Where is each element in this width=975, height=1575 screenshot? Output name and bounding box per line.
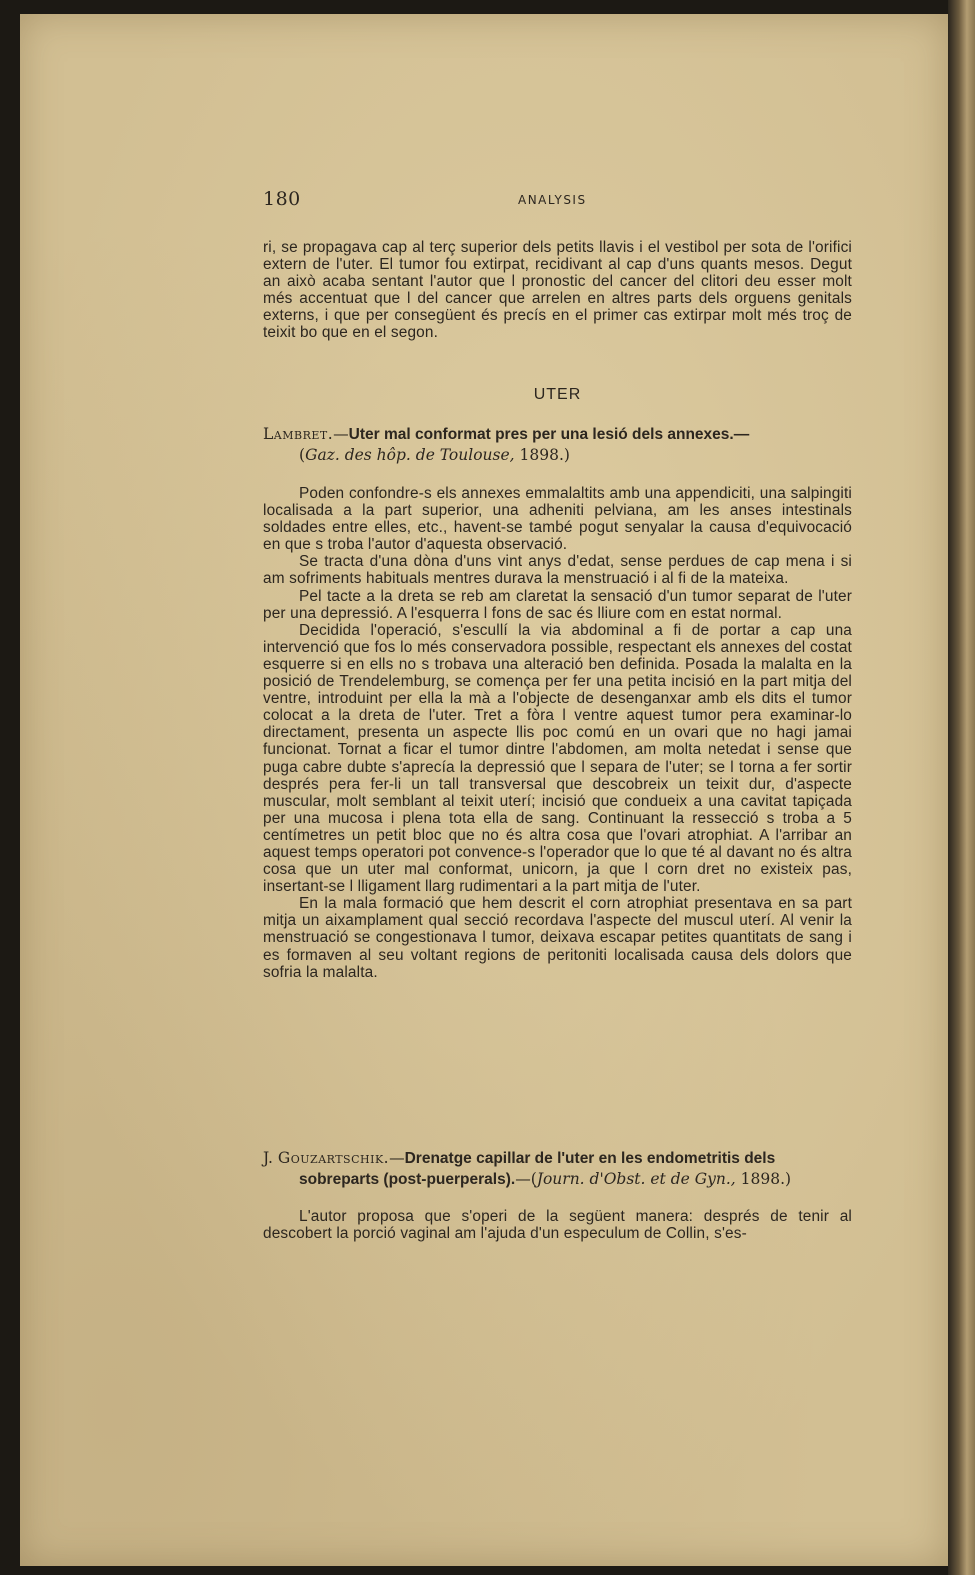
entry-author: Gouzartschik. bbox=[277, 1149, 390, 1167]
entry-heading bbox=[263, 424, 852, 465]
intro-block bbox=[263, 239, 852, 342]
entry-author: Lambret. bbox=[263, 425, 334, 443]
entry-source: Journ. d'Obst. et de Gyn., bbox=[536, 1170, 736, 1188]
entry-title: Uter mal conformat pres per una lesió dels annexes.— bbox=[348, 426, 750, 443]
intro-paragraph: ri, se propagava cap al terç superior dels petits llavis i el vestibol per sota de l'orifici extern de l'uter. El tumor fou extirpat, recidivant al cap d'uns quants mesos. Degut an això acaba sentant l'autor que l pronostic del cancer del clitori deu esser molt més accentuat que l del cancer que arrelen en altres parts dels orguens genitals externs, i que per consegüent és precís en el primer cas extirpar molt més troç de teixit bo que en el segon. bbox=[263, 239, 852, 342]
page-header bbox=[263, 188, 852, 212]
paragraph: En la mala formació que hem descrit el corn atrophiat presentava en sa part mitja un aixamplament qual secció recordava l'aspecte del muscul uterí. Al venir la menstruació se congestionava l tumor, deixava escapar petites quantitats de sang i es formaven al seu voltant regions de peritoniti localisada causa dels dolors que sofria la malalta. bbox=[263, 895, 852, 981]
section-title: UTER bbox=[533, 386, 582, 403]
entry-title: Drenatge capillar de l'uter en les endometritis dels sobreparts (post-puerperals). bbox=[299, 1150, 776, 1188]
entry-heading bbox=[263, 1148, 852, 1190]
paragraph: Pel tacte a la dreta se reb am claretat la sensació d'un tumor separat de l'uter per una depressió. A l'esquerra l fons de sac és lliure com en estat normal. bbox=[263, 587, 852, 622]
paragraph: Decidida l'operació, s'escullí la via abdominal a fi de portar a cap una intervenció que fos lo més conservadora possible, respectant els annexes del costat esquerre si en ells no s trobava una alteració ben definida. Posada la malalta en la posició de Trendelemburg, se comença per fer una petita incisió en la part mitja del ventre, introduint per ella la mà a l'objecte de desenganxar amb els dits el tumor colocat a la dreta de l'uter. Tret a fòra l ventre aquest tumor pera examinar-lo directament, presenta un aspecte llis poc comú en un ovari que no hagi jamai funcionat. Tornat a ficar el tumor dintre l'abdomen, am molta netedat i sense que puga cabre dubte s'aprecía la depressió que l separa de l'uter; se l torna a fer sortir després pera fer-li un tall transversal que descobreix un teixit dur, d'aspecte muscular, molt semblant al teixit uterí; incisió que condueix a una cavitat tapiçada per una mucosa i plena tota ella de sang. Continuant la ressecció s troba a 5 centímetres un petit bloc que no és altra cosa que l'ovari atrophiat. A l'arribar an aquest temps operatori pot convence-s l'operador que lo que té al davant no és altra cosa que un uter mal conformat, unicorn, ja que l corn dret no existeix pas, insertant-se l lligament llarg rudimentari a la part mitja de l'uter. bbox=[263, 621, 852, 896]
running-head: ANALYSIS bbox=[518, 193, 587, 207]
entry-source: Gaz. des hôp. de Toulouse, bbox=[305, 446, 515, 464]
source-close: 1898.) bbox=[514, 446, 570, 464]
paragraph: Poden confondre-s els annexes emmalaltits amb una appendiciti, una salpingiti localisada a la part superior, una adheniti pelviana, am les anses intestinals soldades entre elles, etc., havent-se també pogut senyalar la causa d'equivocació en que s troba l'autor d'aquesta observació. bbox=[263, 485, 852, 554]
source-open: —( bbox=[515, 1170, 537, 1188]
entry-initial: J. bbox=[263, 1149, 273, 1167]
source-close: 1898.) bbox=[735, 1170, 792, 1188]
paragraph: Se tracta d'una dòna d'uns vint anys d'edat, sense perdues de cap mena i si am sofriments habituals mentres durava la menstruació i al fi de la mateixa. bbox=[263, 553, 852, 588]
paragraph: L'autor proposa que s'operi de la següent manera: després de tenir al descobert la porció vaginal am l'ajuda d'un especulum de Collin, s'es- bbox=[263, 1208, 852, 1243]
book-spine-edge bbox=[948, 0, 975, 1575]
page-number: 180 bbox=[263, 188, 301, 210]
entry-dash: — bbox=[333, 425, 349, 443]
entry-lambret bbox=[263, 424, 852, 981]
source-open: ( bbox=[299, 446, 306, 464]
entry-gouzartschik bbox=[263, 1148, 852, 1242]
entry-dash: — bbox=[389, 1149, 405, 1167]
